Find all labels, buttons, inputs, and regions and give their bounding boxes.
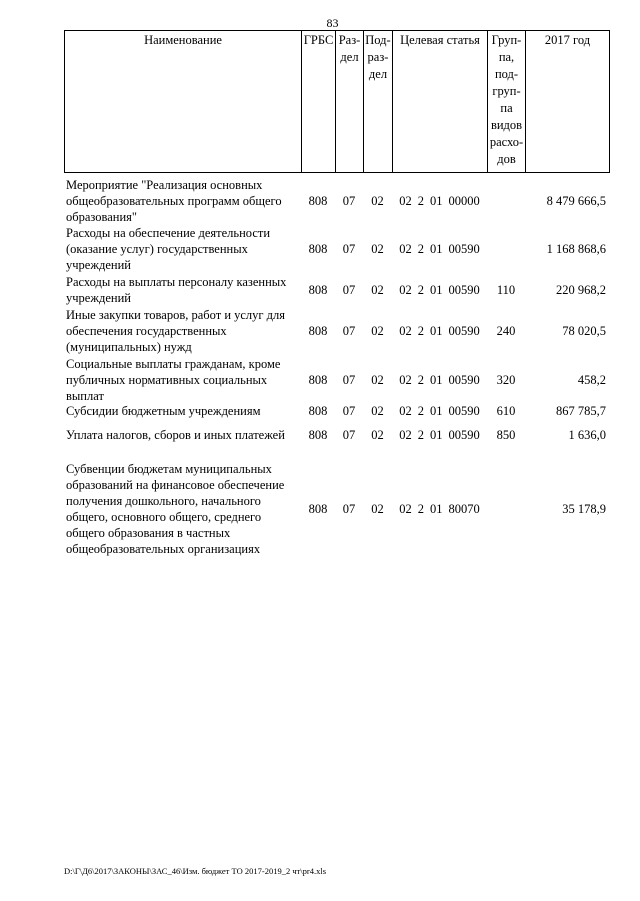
row-grbs: 808 <box>308 242 328 256</box>
row-name: Мероприятие "Реализация основных общеобразовательных программ общего образования" <box>66 178 282 224</box>
table-row <box>64 426 610 444</box>
row-amount: 8 479 666,5 <box>546 194 606 208</box>
cs-part: 2 <box>417 324 424 338</box>
row-name: Расходы на обеспечение деятельности (оказание услуг) государственных учреждений <box>66 226 271 272</box>
row-amount: 1 168 868,6 <box>546 242 606 256</box>
cs-part: 01 <box>430 283 443 297</box>
row-amount: 35 178,9 <box>562 502 606 516</box>
row-podrazdel: 02 <box>371 404 384 418</box>
row-gruppa: 610 <box>496 404 516 418</box>
row-podrazdel: 02 <box>371 194 384 208</box>
cs-part: 01 <box>430 404 443 418</box>
row-gruppa: 240 <box>496 324 516 338</box>
row-celevaya <box>392 501 487 517</box>
cs-part: 01 <box>430 502 443 516</box>
row-podrazdel: 02 <box>371 324 384 338</box>
row-name: Расходы на выплаты персоналу казенных учреждений <box>66 275 287 305</box>
cs-part: 2 <box>417 283 424 297</box>
cs-part: 02 <box>399 324 412 338</box>
cs-part: 01 <box>430 194 443 208</box>
row-razdel: 07 <box>342 502 356 516</box>
cs-part: 2 <box>417 404 424 418</box>
cs-part: 2 <box>417 194 424 208</box>
row-amount: 867 785,7 <box>556 404 606 418</box>
table-row <box>64 356 610 404</box>
row-razdel: 07 <box>342 428 356 442</box>
row-grbs: 808 <box>308 373 328 387</box>
row-razdel: 07 <box>342 242 356 256</box>
header-razdel: Раз- дел <box>335 31 363 172</box>
row-name: Уплата налогов, сборов и иных платежей <box>66 428 285 442</box>
row-podrazdel: 02 <box>371 283 384 297</box>
row-razdel: 07 <box>342 324 356 338</box>
row-amount: 458,2 <box>577 373 606 387</box>
table-row <box>64 307 610 355</box>
cs-part: 02 <box>399 194 412 208</box>
row-grbs: 808 <box>308 404 328 418</box>
row-razdel: 07 <box>342 194 356 208</box>
row-gruppa: 110 <box>496 283 516 297</box>
cs-part: 00590 <box>448 283 480 297</box>
row-amount: 1 636,0 <box>568 428 606 442</box>
row-celevaya <box>392 193 487 209</box>
row-celevaya <box>392 372 487 388</box>
row-amount: 78 020,5 <box>562 324 606 338</box>
row-gruppa: 320 <box>496 373 516 387</box>
row-celevaya <box>392 427 487 443</box>
row-name: Субсидии бюджетным учреждениям <box>66 404 261 418</box>
cs-part: 01 <box>430 428 443 442</box>
row-grbs: 808 <box>308 428 328 442</box>
cs-part: 02 <box>399 404 412 418</box>
row-name: Субвенции бюджетам муниципальных образований на финансовое обеспечение получения дошкольного, начального общего, основного общего, среднего общего образования в частных общеобразовательных организациях <box>66 462 285 556</box>
cs-part: 00000 <box>448 194 480 208</box>
cs-part: 01 <box>430 242 443 256</box>
budget-table <box>64 30 610 556</box>
header-year: 2017 год <box>525 31 610 172</box>
cs-part: 02 <box>399 242 412 256</box>
header-name: Наименование <box>64 31 301 172</box>
cs-part: 00590 <box>448 324 480 338</box>
row-name: Социальные выплаты гражданам, кроме публичных нормативных социальных выплат <box>66 357 281 403</box>
cs-part: 80070 <box>448 502 480 516</box>
row-gruppa: 850 <box>496 428 516 442</box>
cs-part: 02 <box>399 283 412 297</box>
table-row <box>64 461 610 557</box>
row-razdel: 07 <box>342 404 356 418</box>
cs-part: 00590 <box>448 428 480 442</box>
cs-part: 00590 <box>448 242 480 256</box>
row-podrazdel: 02 <box>371 242 384 256</box>
table-row <box>64 402 610 420</box>
table-header <box>64 30 610 173</box>
row-grbs: 808 <box>308 283 328 297</box>
row-celevaya <box>392 403 487 419</box>
row-celevaya <box>392 241 487 257</box>
cs-part: 00590 <box>448 373 480 387</box>
row-name: Иные закупки товаров, работ и услуг для обеспечения государственных (муниципальных) нужд <box>66 308 286 354</box>
row-celevaya <box>392 282 487 298</box>
table-row <box>64 177 610 225</box>
row-celevaya <box>392 323 487 339</box>
cs-part: 00590 <box>448 404 480 418</box>
row-razdel: 07 <box>342 283 356 297</box>
header-gruppa: Груп- па, под- груп- па видов расхо- дов <box>487 31 525 172</box>
header-grbs: ГРБС <box>301 31 335 172</box>
cs-part: 2 <box>417 242 424 256</box>
row-amount: 220 968,2 <box>556 283 606 297</box>
row-grbs: 808 <box>308 324 328 338</box>
header-celevaya-statya: Целевая статья <box>392 31 487 172</box>
row-razdel: 07 <box>342 373 356 387</box>
header-podrazdel: Под- раз- дел <box>363 31 392 172</box>
row-podrazdel: 02 <box>371 373 384 387</box>
cs-part: 01 <box>430 324 443 338</box>
cs-part: 01 <box>430 373 443 387</box>
row-grbs: 808 <box>308 502 328 516</box>
row-podrazdel: 02 <box>371 502 384 516</box>
cs-part: 02 <box>399 428 412 442</box>
cs-part: 2 <box>417 373 424 387</box>
table-row <box>64 225 610 273</box>
cs-part: 2 <box>417 428 424 442</box>
cs-part: 02 <box>399 502 412 516</box>
cs-part: 02 <box>399 373 412 387</box>
row-grbs: 808 <box>308 194 328 208</box>
table-row <box>64 274 610 306</box>
row-podrazdel: 02 <box>371 428 384 442</box>
file-path-footer: D:\Г\Д6\2017\ЗАКОНЫ\ЗАС_46\Изм. бюджет ТО 2017-2019_2 чт\pr4.xls <box>64 866 327 876</box>
cs-part: 2 <box>417 502 424 516</box>
page-number: 83 <box>326 16 339 30</box>
